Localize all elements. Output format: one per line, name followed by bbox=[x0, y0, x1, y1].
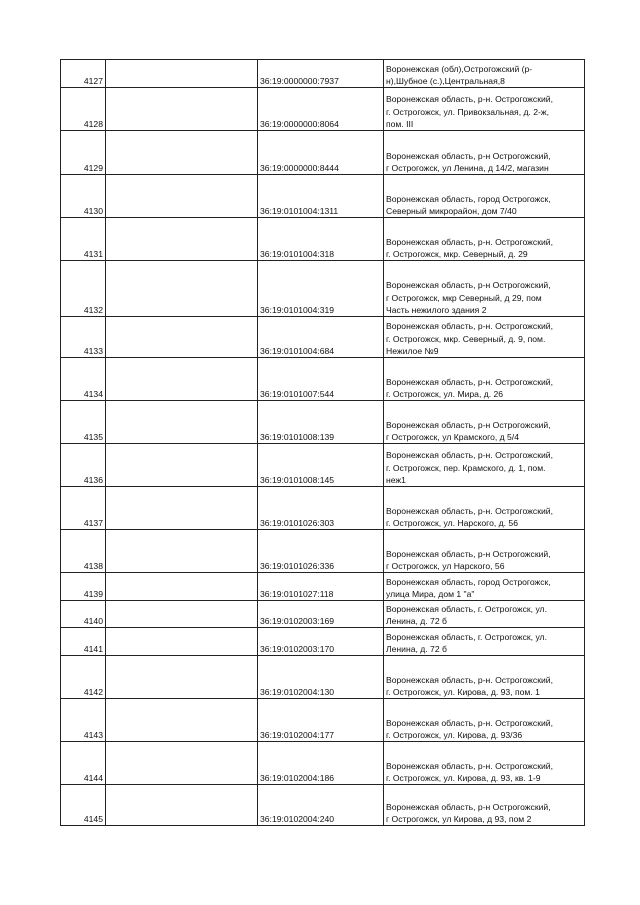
address: Воронежская область, р-н Острогожский, г Острогожск, ул Крамского, д 5/4 bbox=[384, 401, 585, 444]
cadastral-number: 36:19:0101026:303 bbox=[258, 487, 384, 530]
table-row bbox=[61, 401, 585, 444]
table-row bbox=[61, 358, 585, 401]
cadastral-number: 36:19:0101008:139 bbox=[258, 401, 384, 444]
cadastral-number: 36:19:0101004:318 bbox=[258, 218, 384, 261]
table-row bbox=[61, 175, 585, 218]
address: Воронежская область, р-н Острогожский, г Острогожск, ул Кирова, д 93, пом 2 bbox=[384, 785, 585, 826]
row-number: 4132 bbox=[61, 261, 106, 317]
empty-cell bbox=[106, 530, 258, 573]
row-number: 4135 bbox=[61, 401, 106, 444]
address: Воронежская область, г. Острогожск, ул. Ленина, д. 72 б bbox=[384, 601, 585, 628]
address: Воронежская область, город Острогожск, Северный микрорайон, дом 7/40 bbox=[384, 175, 585, 218]
empty-cell bbox=[106, 628, 258, 656]
table-row bbox=[61, 218, 585, 261]
table-row bbox=[61, 261, 585, 317]
cadastral-number: 36:19:0102004:177 bbox=[258, 699, 384, 742]
cadastral-number: 36:19:0101026:336 bbox=[258, 530, 384, 573]
table-row bbox=[61, 60, 585, 88]
table-row bbox=[61, 628, 585, 656]
empty-cell bbox=[106, 88, 258, 131]
address: Воронежская область, р-н. Острогожский, г. Острогожск, ул. Кирова, д. 93, пом. 1 bbox=[384, 656, 585, 699]
cadastral-number: 36:19:0101007:544 bbox=[258, 358, 384, 401]
row-number: 4138 bbox=[61, 530, 106, 573]
row-number: 4128 bbox=[61, 88, 106, 131]
table-row bbox=[61, 742, 585, 785]
address: Воронежская область, р-н. Острогожский, г. Острогожск, пер. Крамского, д. 1, пом. неж1 bbox=[384, 444, 585, 487]
empty-cell bbox=[106, 131, 258, 175]
address: Воронежская область, р-н Острогожский, г Острогожск, ул Нарского, 56 bbox=[384, 530, 585, 573]
address: Воронежская область, р-н. Острогожский, г. Острогожск, ул. Нарского, д. 56 bbox=[384, 487, 585, 530]
empty-cell bbox=[106, 487, 258, 530]
cadastral-number: 36:19:0101004:1311 bbox=[258, 175, 384, 218]
cadastral-number: 36:19:0101004:684 bbox=[258, 317, 384, 358]
address: Воронежская область, г. Острогожск, ул. Ленина, д. 72 б bbox=[384, 628, 585, 656]
row-number: 4134 bbox=[61, 358, 106, 401]
row-number: 4130 bbox=[61, 175, 106, 218]
table-row bbox=[61, 444, 585, 487]
empty-cell bbox=[106, 444, 258, 487]
table-row bbox=[61, 88, 585, 131]
empty-cell bbox=[106, 401, 258, 444]
empty-cell bbox=[106, 785, 258, 826]
cadastral-number: 36:19:0101027:118 bbox=[258, 573, 384, 601]
address: Воронежская (обл),Острогожский (р- н),Шубное (с.),Центральная,8 bbox=[384, 60, 585, 88]
table-row bbox=[61, 530, 585, 573]
table-row bbox=[61, 317, 585, 358]
empty-cell bbox=[106, 699, 258, 742]
row-number: 4143 bbox=[61, 699, 106, 742]
cadastral-number: 36:19:0000000:8444 bbox=[258, 131, 384, 175]
cadastral-number: 36:19:0102004:240 bbox=[258, 785, 384, 826]
row-number: 4137 bbox=[61, 487, 106, 530]
empty-cell bbox=[106, 358, 258, 401]
address: Воронежская область, р-н. Острогожский, г. Острогожск, ул. Привокзальная, д. 2-ж, пом. III bbox=[384, 88, 585, 131]
row-number: 4139 bbox=[61, 573, 106, 601]
empty-cell bbox=[106, 317, 258, 358]
row-number: 4144 bbox=[61, 742, 106, 785]
empty-cell bbox=[106, 601, 258, 628]
cadastral-number: 36:19:0101004:319 bbox=[258, 261, 384, 317]
cadastral-number: 36:19:0102003:170 bbox=[258, 628, 384, 656]
table-row bbox=[61, 573, 585, 601]
address: Воронежская область, р-н. Острогожский, г. Острогожск, ул. Мира, д. 26 bbox=[384, 358, 585, 401]
table-row bbox=[61, 131, 585, 175]
row-number: 4140 bbox=[61, 601, 106, 628]
cadastral-number: 36:19:0101008:145 bbox=[258, 444, 384, 487]
row-number: 4142 bbox=[61, 656, 106, 699]
empty-cell bbox=[106, 175, 258, 218]
address: Воронежская область, р-н. Острогожский, г. Острогожск, мкр. Северный, д. 9, пом. Нежилое №9 bbox=[384, 317, 585, 358]
table-row bbox=[61, 656, 585, 699]
address: Воронежская область, р-н. Острогожский, г. Острогожск, ул. Кирова, д. 93/36 bbox=[384, 699, 585, 742]
empty-cell bbox=[106, 261, 258, 317]
row-number: 4129 bbox=[61, 131, 106, 175]
address: Воронежская область, р-н. Острогожский, г. Острогожск, мкр. Северный, д. 29 bbox=[384, 218, 585, 261]
cadastral-number: 36:19:0000000:8064 bbox=[258, 88, 384, 131]
cadastral-number: 36:19:0102004:130 bbox=[258, 656, 384, 699]
cadastral-number: 36:19:0000000:7937 bbox=[258, 60, 384, 88]
table-row bbox=[61, 785, 585, 826]
row-number: 4141 bbox=[61, 628, 106, 656]
empty-cell bbox=[106, 742, 258, 785]
registry-table bbox=[60, 59, 585, 826]
address: Воронежская область, р-н Острогожский, г Острогожск, ул Ленина, д 14/2, магазин bbox=[384, 131, 585, 175]
empty-cell bbox=[106, 60, 258, 88]
table-row bbox=[61, 699, 585, 742]
row-number: 4145 bbox=[61, 785, 106, 826]
row-number: 4133 bbox=[61, 317, 106, 358]
row-number: 4131 bbox=[61, 218, 106, 261]
address: Воронежская область, р-н. Острогожский, г. Острогожск, ул. Кирова, д. 93, кв. 1-9 bbox=[384, 742, 585, 785]
table-row bbox=[61, 601, 585, 628]
address: Воронежская область, р-н Острогожский, г Острогожск, мкр Северный, д 29, пом Часть нежилого здания 2 bbox=[384, 261, 585, 317]
empty-cell bbox=[106, 218, 258, 261]
address: Воронежская область, город Острогожск, улица Мира, дом 1 "а" bbox=[384, 573, 585, 601]
row-number: 4127 bbox=[61, 60, 106, 88]
table-row bbox=[61, 487, 585, 530]
cadastral-number: 36:19:0102004:186 bbox=[258, 742, 384, 785]
cadastral-number: 36:19:0102003:169 bbox=[258, 601, 384, 628]
empty-cell bbox=[106, 573, 258, 601]
empty-cell bbox=[106, 656, 258, 699]
row-number: 4136 bbox=[61, 444, 106, 487]
